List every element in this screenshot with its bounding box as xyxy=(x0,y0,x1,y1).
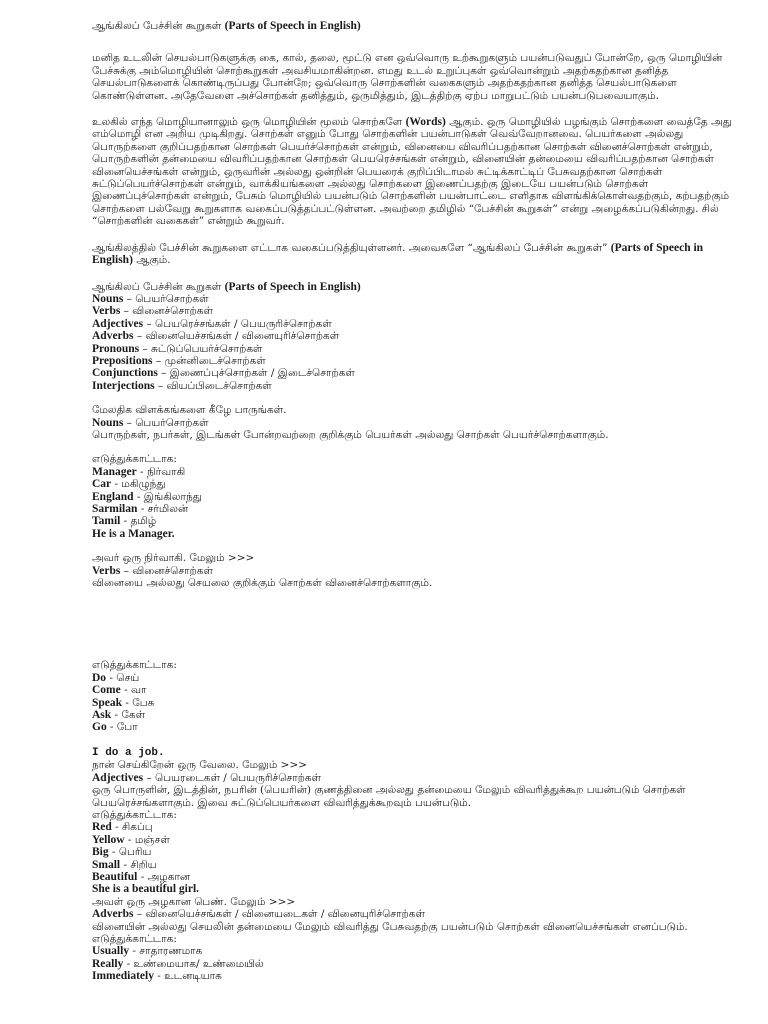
example-word: Small xyxy=(92,858,121,871)
intro-paragraph: மனித உடலின் செயல்பாடுகளுக்கு கை, கால், தலை, மூட்டு என ஒவ்வொரு உற்கூறுகளும் பயன்படுவதுப் போன்றே, ஒரு மொழியின் பேச்சுக்கு அம்மொழியின் சொற்கூறுகள் அவசியமாகின்றன. எமது உடல் உறுப்புகள் ஒவ்வொன்றும் அதற்கதற்கான தனித்த செயல்பாடுகளைக் கொண்டிருப்பது போன்றே; ஒவ்வொரு சொற்களின் வகைகளும் அதற்கதற்கான தனித்த செயல்பாடுகளை கொண்டுள்ளன. அதேவேளை அச்சொற்கள் தனித்தும், ஒருமித்தும், இடத்திற்கு ஏற்ப மாறுபட்டும் பயன்படுபவையாகும். xyxy=(92,52,723,102)
noun-example-sentence xyxy=(92,528,732,540)
example-word: Big xyxy=(92,846,109,859)
list-item xyxy=(92,515,732,527)
list-item xyxy=(92,846,732,858)
adverbs-term: Adverbs xyxy=(92,908,134,921)
verbs-term: Verbs xyxy=(92,564,121,577)
adverbs-heading xyxy=(92,908,732,920)
example-word: Tamil xyxy=(92,515,121,528)
list-item xyxy=(92,367,732,379)
example-label: எடுத்துக்காட்டாக: xyxy=(92,932,177,945)
list-item xyxy=(92,721,732,733)
parts-list xyxy=(92,293,732,392)
part-translation: – வியப்பிடைச்சொற்கள் xyxy=(154,379,272,392)
parts-intro-paragraph xyxy=(92,242,732,267)
noun-sentence-translation: அவர் ஒரு நிர்வாகி. மேலும் >>> xyxy=(92,552,255,565)
adjectives-term: Adjectives xyxy=(92,771,144,784)
list-item xyxy=(92,355,732,367)
noun-examples xyxy=(92,466,732,528)
example-translation: - தமிழ் xyxy=(120,515,157,528)
example-label: எடுத்துக்காட்டாக: xyxy=(92,453,177,466)
example-word: Beautiful xyxy=(92,870,138,883)
example-word: Manager xyxy=(92,465,137,478)
example-translation: - உண்மையாக/ உண்மையில் xyxy=(123,957,264,970)
list-item xyxy=(92,970,732,982)
list-item xyxy=(92,821,732,833)
example-word: Come xyxy=(92,684,121,697)
example-translation: - நிர்வாகி xyxy=(136,465,186,478)
example-word: Immediately xyxy=(92,970,154,983)
verbs-heading xyxy=(92,565,732,577)
part-name: Interjections xyxy=(92,379,155,392)
document-page xyxy=(92,18,732,983)
part-translation: – இணைப்புச்சொற்கள் / இடைச்சொற்கள் xyxy=(157,367,355,380)
example-translation: - உடனடியாக xyxy=(153,970,222,983)
verb-example-sentence xyxy=(92,746,732,759)
list-item xyxy=(92,305,732,317)
part-translation: – வினையெச்சங்கள் / வினையுரிச்சொற்கள் xyxy=(133,330,340,343)
example-word: England xyxy=(92,490,134,503)
list-item xyxy=(92,945,732,957)
example-translation: - இங்கிலாந்து xyxy=(133,490,202,503)
verb-sentence-english: I do a job. xyxy=(92,746,165,759)
example-translation: - பெரிய xyxy=(108,846,152,859)
list-item xyxy=(92,478,732,490)
example-translation: - சிகப்பு xyxy=(111,821,153,834)
adjective-example-sentence xyxy=(92,883,732,895)
list-item xyxy=(92,684,732,696)
words-paragraph xyxy=(92,116,732,228)
example-translation: - மகிழுந்து xyxy=(111,478,166,491)
verbs-translation: – வினைச்சொற்கள் xyxy=(120,564,213,577)
part-name: Prepositions xyxy=(92,354,153,367)
more-info-text: மேலதிக விளக்கங்களை கீழே பாருங்கள். xyxy=(92,404,287,417)
example-label: எடுத்துக்காட்டாக: xyxy=(92,659,177,672)
words-term: (Words) xyxy=(405,116,446,129)
nouns-translation: – பெயர்சொற்கள் xyxy=(123,416,209,429)
example-translation: - பேசு xyxy=(122,696,155,709)
list-item xyxy=(92,491,732,503)
adjective-sentence-english: She is a beautiful girl. xyxy=(92,883,200,896)
example-translation: - சாதாரணமாக xyxy=(129,945,203,958)
title-tamil: ஆங்கிலப் பேச்சின் கூறுகள் xyxy=(92,20,222,32)
parts-intro-end: ஆகும். xyxy=(132,254,171,267)
example-translation: - சிறிய xyxy=(120,858,157,871)
document-title xyxy=(92,20,732,32)
words-paragraph-start: உலகில் எந்த மொழியானாலும் ஒரு மொழியின் மூலம் சொற்களே xyxy=(92,116,406,129)
part-name: Conjunctions xyxy=(92,367,158,380)
example-translation: - கேள் xyxy=(111,709,146,722)
part-translation: – பெயர்சொற்கள் xyxy=(123,292,209,305)
list-item xyxy=(92,330,732,342)
example-translation: - வா xyxy=(120,684,147,697)
part-translation: – சுட்டுப்பெயர்ச்சொற்கள் xyxy=(139,342,263,355)
list-item xyxy=(92,697,732,709)
example-word: Usually xyxy=(92,945,130,958)
parts-list-heading-tamil: ஆங்கிலப் பேச்சின் கூறுகள் xyxy=(92,280,225,293)
verbs-description: வினையை அல்லது செயலை குறிக்கும் சொற்கள் வினைச்சொற்களாகும். xyxy=(92,577,433,590)
parts-intro-start: ஆங்கிலத்தில் பேச்சின் கூறுகளை எட்டாக வகைப்படுத்தியுள்ளனர். அவைகளே “ஆங்கிலப் பேச்சின் கூறுகள்” xyxy=(92,241,611,254)
adjective-examples xyxy=(92,821,732,883)
example-word: Yellow xyxy=(92,833,125,846)
nouns-term: Nouns xyxy=(92,416,124,429)
example-translation: - அழகான xyxy=(137,870,191,883)
part-name: Nouns xyxy=(92,292,124,305)
part-translation: – முன்னிடைச்சொற்கள் xyxy=(152,354,266,367)
list-item xyxy=(92,503,732,515)
example-translation: - மஞ்சள் xyxy=(124,833,170,846)
example-label: எடுத்துக்காட்டாக: xyxy=(92,808,177,821)
title-english: (Parts of Speech in English) xyxy=(224,20,361,32)
example-word: Go xyxy=(92,721,107,734)
list-item xyxy=(92,859,732,871)
part-name: Adverbs xyxy=(92,330,134,343)
nouns-heading xyxy=(92,417,732,429)
example-word: Red xyxy=(92,821,112,834)
example-word: Ask xyxy=(92,709,112,722)
list-item xyxy=(92,958,732,970)
list-item xyxy=(92,709,732,721)
list-item xyxy=(92,380,732,392)
noun-sentence-english: He is a Manager. xyxy=(92,527,175,540)
example-word: Sarmilan xyxy=(92,503,138,515)
list-item xyxy=(92,871,732,883)
adverbs-description: வினையின் அல்லது செயலின் தன்மையை மேலும் விவரித்து பேசுவதற்கு பயன்படும் சொற்கள் வினையெச்சங்கள் எனப்படும். xyxy=(92,920,688,933)
example-word: Car xyxy=(92,478,112,491)
parts-list-heading-english: (Parts of Speech in English) xyxy=(224,280,361,293)
verb-sentence-translation: நான் செய்கிறேன் ஒரு வேலை. மேலும் >>> xyxy=(92,759,308,772)
adverbs-translation: – வினையெச்சங்கள் / வினையடைகள் / வினையுரிச்சொற்கள் xyxy=(133,908,425,921)
nouns-description: பொருற்கள், நபர்கள், இடங்கள் போன்றவற்றை குறிக்கும் பெயர்கள் அல்லது சொற்கள் பெயர்ச்சொற்களாகும். xyxy=(92,428,609,441)
list-item xyxy=(92,318,732,330)
list-item xyxy=(92,466,732,478)
part-name: Pronouns xyxy=(92,342,140,355)
list-item xyxy=(92,834,732,846)
list-item xyxy=(92,293,732,305)
parts-intro-term: (Parts of Speech in English) xyxy=(92,241,704,267)
list-item xyxy=(92,343,732,355)
example-word: Do xyxy=(92,671,107,684)
adjectives-description: ஒரு பொருளின், இடத்தின், நபரின் (பெயரின்) குணத்தினை அல்லது தன்மையை மேலும் விவரித்துக்கூற பயன்படும் சொற்கள் பெயரெச்சங்களாகும். இவை சுட்டுப்பெயர்களை விவரித்துக்கூறவும் பயன்படும். xyxy=(92,784,686,809)
verb-examples xyxy=(92,672,732,734)
adjective-sentence-translation: அவள் ஒரு அழகான பெண். மேலும் >>> xyxy=(92,895,296,908)
example-translation: - சர்மிலன் xyxy=(137,503,189,515)
list-item xyxy=(92,672,732,684)
example-word: Really xyxy=(92,957,124,970)
adverb-examples xyxy=(92,945,732,982)
part-name: Verbs xyxy=(92,305,121,318)
example-translation: - செய் xyxy=(106,671,140,684)
adjectives-heading xyxy=(92,772,732,784)
words-paragraph-rest: ஆகும். ஒரு மொழியில் பழங்கும் சொற்களை வைத்தே அது எம்மொழி என அறிய முடிகிறது. சொற்கள் எனும் போது சொற்களின் பயன்பாடுகள் வெவ்வேறானவை. பெயர்களை அல்லது பொருற்களை குறிப்பதற்கான சொற்கள் பெயர்ச்சொற்கள் என்றும், வினையை விவரிப்பதற்கான சொற்கள் வினைச்சொற்கள் என்றும், பொருற்களின் தன்மையை விவரிப்பதற்கான சொற்கள் பெயரெச்சங்கள் என்றும், வினையின் தன்மையை விவரிப்பதற்கான சொற்கள் வினையெச்சங்கள் என்றும், ஒருவரின் அல்லது ஒன்றின் பெயரைக் குறிப்பிடாமல் சுட்டிக்காட்டிப் பேசுவதற்கான சொற்கள் சுட்டுப்பெயர்ச்சொற்கள் என்றும், வாக்கியங்களை அல்லது சொற்களை இணைப்பதற்கு இடையே பயன்படும் சொற்கள் இணைப்புச்சொற்கள் என்றும், பேசும் மொழியில் பயன்படும் சொற்களின் பயன்பாட்டை எளிதாக விளங்கிக்கொள்வதற்கும், கற்பதற்கும் சொற்களை பல்வேறு கூறுகளாக வகைப்படுத்தப்பட்டுள்ளன. அவற்றை தமிழில் “பேச்சின் கூறுகள்” என்று அழைக்கப்படுகின்றது. சில் “சொற்களின் வகைகள்” என்றும் கூறுவர். xyxy=(92,116,732,228)
parts-list-heading xyxy=(92,281,732,293)
part-name: Adjectives xyxy=(92,317,144,330)
part-translation: – வினைச்சொற்கள் xyxy=(120,305,213,318)
part-translation: – பெயரெச்சங்கள் / பெயருரிச்சொற்கள் xyxy=(143,317,332,330)
example-word: Speak xyxy=(92,696,123,709)
adjectives-translation: – பெயரடைகள் / பெயருரிச்சொற்கள் xyxy=(143,771,322,784)
example-translation: - போ xyxy=(106,721,138,734)
